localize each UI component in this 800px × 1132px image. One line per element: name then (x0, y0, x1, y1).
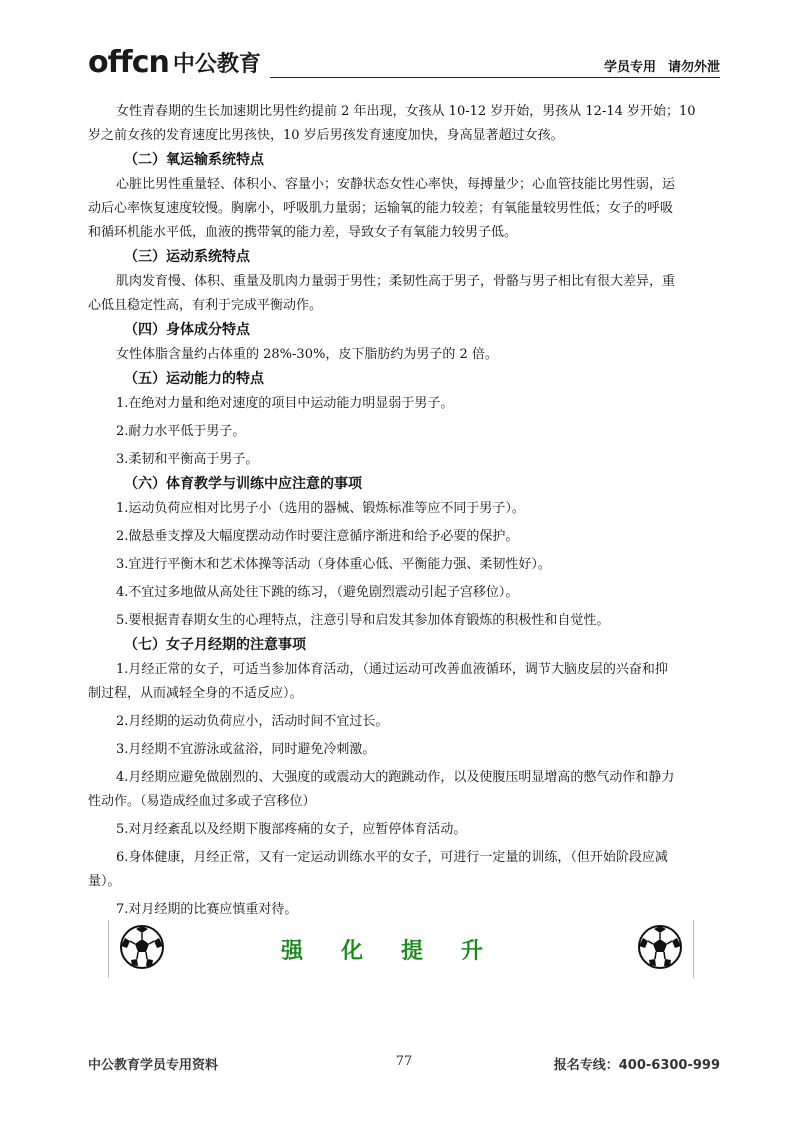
header-tag-students-only: 学员专用 (603, 60, 656, 75)
section-heading: （五）运动能力的特点 (124, 371, 264, 387)
paragraph-line: 和循环机能水平低，血液的携带氧的能力差，导致女子有氧能力较男子低。 (88, 225, 518, 240)
list-item: 6.身体健康，月经正常，又有一定运动训练水平的女子，可进行一定量的训练，（但开始阶段应减 (116, 850, 668, 865)
list-item: 1.在绝对力量和绝对速度的项目中运动能力明显弱于男子。 (116, 396, 454, 411)
paragraph-line: 女性青春期的生长加速期比男性约提前 2 年出现，女孩从 10-12 岁开始，男孩从 12-14 岁开始；10 (116, 104, 696, 119)
list-item-continuation: 制过程，从而减轻全身的不适反应）。 (88, 686, 303, 701)
offcn-logo (88, 44, 261, 78)
footer-hotline: 报名专线：400-6300-999 (553, 1058, 720, 1073)
document-body (88, 100, 720, 922)
section-heading: （六）体育教学与训练中应注意的事项 (124, 476, 362, 492)
header-tag-no-leak: 请勿外泄 (667, 60, 720, 75)
list-item: 2.耐力水平低于男子。 (116, 424, 246, 439)
page-footer (88, 1054, 720, 1074)
logo-wordmark: offcn (88, 45, 169, 80)
list-item-continuation: 性动作。（易造成经血过多或子宫移位） (88, 794, 316, 809)
section-heading: （四）身体成分特点 (124, 322, 250, 338)
list-item: 1.月经正常的女子，可适当参加体育活动，（通过运动可改善血液循环，调节大脑皮层的兴奋和抑 (116, 662, 668, 677)
page-header (88, 44, 720, 80)
list-item: 2.月经期的运动负荷应小，活动时间不宜过长。 (116, 714, 389, 729)
paragraph-line: 女性体脂含量约占体重的 28%-30%，皮下脂肪约为男子的 2 倍。 (116, 347, 498, 362)
list-item: 2.做悬垂支撑及大幅度摆动动作时要注意循序渐进和给予必要的保护。 (116, 529, 519, 544)
list-item: 5.要根据青春期女生的心理特点，注意引导和启发其参加体育锻炼的积极性和自觉性。 (116, 613, 610, 628)
page-number: 77 (395, 1054, 413, 1069)
list-item-continuation: 量）。 (88, 874, 121, 889)
soccer-ball-icon (637, 924, 683, 970)
paragraph-line: 心脏比男性重量轻、体积小、容量小；安静状态女性心率快，每搏量少；心血管技能比男性弱，运 (116, 177, 676, 192)
section-heading: （七）女子月经期的注意事项 (124, 637, 306, 653)
paragraph-line: 肌肉发育慢、体积、重量及肌肉力量弱于男性；柔韧性高于男子，骨骼与男子相比有很大差异，重 (116, 274, 676, 289)
banner-title: 强化提升 (280, 938, 521, 964)
paragraph-line: 岁之前女孩的发育速度比男孩快，10 岁后男孩发育速度加快，身高显著超过女孩。 (88, 128, 564, 143)
section-heading: （三）运动系统特点 (124, 249, 250, 265)
paragraph-line: 心低且稳定性高，有利于完成平衡动作。 (88, 298, 323, 313)
list-item: 3.柔韧和平衡高于男子。 (116, 452, 259, 467)
list-item: 1.运动负荷应相对比男子小（选用的器械、锻炼标准等应不同于男子）。 (116, 501, 525, 516)
logo-chinese-name: 中公教育 (172, 52, 261, 77)
section-heading: （二）氧运输系统特点 (124, 152, 264, 168)
footer-source: 中公教育学员专用资料 (88, 1058, 219, 1073)
list-item: 4.不宜过多地做从高处往下跳的练习，（避免剧烈震动引起子宫移位）。 (116, 585, 519, 600)
paragraph-line: 动后心率恢复速度较慢。胸廓小，呼吸肌力量弱；运输氧的能力较差；有氧能量较男性低；女子的呼吸 (88, 201, 674, 216)
header-tags (592, 56, 720, 75)
list-item: 7.对月经期的比赛应慎重对待。 (116, 902, 298, 917)
list-item: 4.月经期应避免做剧烈的、大强度的或震动大的跑跳动作，以及使腹压明显增高的憋气动作和静力 (116, 770, 675, 785)
list-item: 5.对月经紊乱以及经期下腹部疼痛的女子，应暂停体育活动。 (116, 822, 467, 837)
list-item: 3.月经期不宜游泳或盆浴，同时避免冷刺激。 (116, 742, 376, 757)
enhancement-banner (108, 920, 694, 978)
header-rule (270, 77, 720, 78)
list-item: 3.宜进行平衡木和艺术体操等活动（身体重心低、平衡能力强、柔韧性好）。 (116, 557, 551, 572)
